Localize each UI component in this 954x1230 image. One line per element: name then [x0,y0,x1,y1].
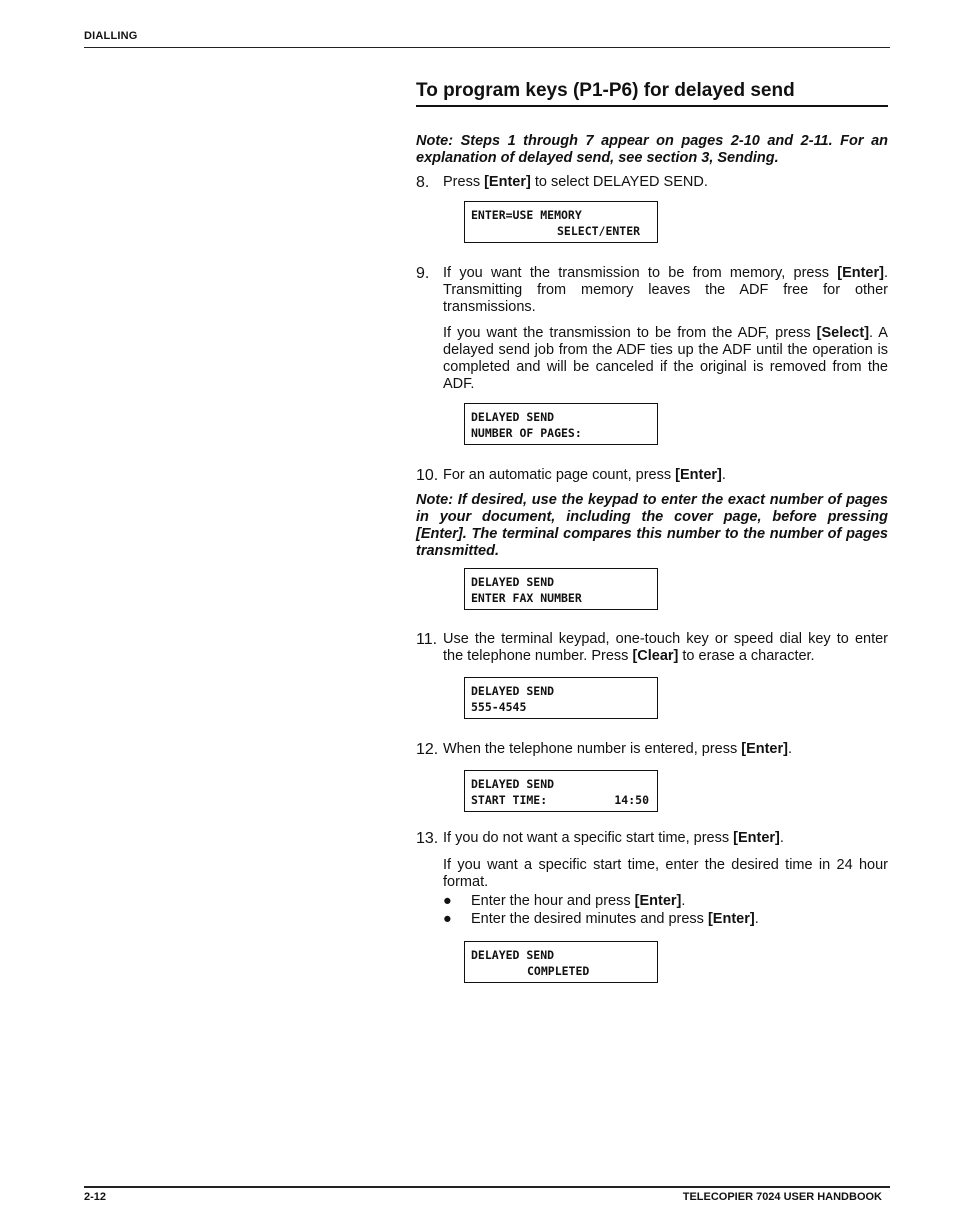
lcd-display [464,201,658,243]
step-text: Use the terminal keypad, one-touch key or speed dial key to enter the telephone number. Press [Clear] to erase a character. [443,631,888,664]
bullet-text: Enter the hour and press [Enter]. [471,893,686,909]
lcd-start-time: 14:50 [614,793,649,807]
step-13-alt: If you want a specific start time, enter the desired time in 24 hour format. [443,857,888,890]
lcd-display [464,568,658,610]
step-number: 11. [416,631,438,648]
header-rule [84,47,890,48]
lcd-line-2: START TIME: [471,793,548,807]
bullet-icon: ● [443,893,452,909]
lcd-display [464,941,658,983]
step-12 [416,741,888,759]
lcd-display [464,403,658,445]
book-title: TELECOPIER 7024 USER HANDBOOK [682,1191,882,1203]
list-item [443,910,888,928]
bullet-list [443,892,888,928]
lcd-line-1: DELAYED SEND [471,777,555,791]
step-number: 13. [416,830,439,847]
lcd-line-2: 555-4545 [471,700,527,714]
step-10 [416,467,888,485]
lcd-line-2: COMPLETED [527,964,590,978]
step-11 [416,631,888,665]
lcd-line-2: ENTER FAX NUMBER [471,591,582,605]
list-item [443,892,888,910]
main-content [416,80,888,983]
step-8 [416,174,888,192]
step-text: For an automatic page count, press [Enter]. [443,467,726,483]
footer-rule [84,1186,890,1188]
section-header: DIALLING [84,30,138,42]
step-9 [416,265,888,316]
bullet-icon: ● [443,911,452,927]
step-text: If you want the transmission to be from memory, press [Enter]. Transmitting from memory leaves the ADF free for other transmissions. [443,265,888,315]
note-page-count: Note: If desired, use the keypad to enter the exact number of pages in your document, including the cover page, before pressing [Enter]. The terminal compares this number to the number of pages transmitted. [416,492,888,559]
step-number: 12. [416,741,439,758]
lcd-display [464,770,658,812]
lcd-display [464,677,658,719]
lcd-line-1: DELAYED SEND [471,410,555,424]
step-text: If you do not want a specific start time, press [Enter]. [443,830,784,846]
step-text: Press [Enter] to select DELAYED SEND. [443,174,708,190]
bullet-text: Enter the desired minutes and press [Enter]. [471,911,759,927]
lcd-line-1: DELAYED SEND [471,948,555,962]
step-number: 8. [416,174,430,191]
step-number: 10. [416,467,439,484]
page-title: To program keys (P1-P6) for delayed send [416,80,888,107]
lcd-line-2: SELECT/ENTER [557,224,641,238]
step-number: 9. [416,265,430,282]
note-steps: Note: Steps 1 through 7 appear on pages 2-10 and 2-11. For an explanation of delayed send, see section 3, Sending. [416,133,888,166]
lcd-line-1: ENTER=USE MEMORY [471,208,582,222]
step-13 [416,830,888,848]
lcd-line-1: DELAYED SEND [471,575,555,589]
lcd-line-2: NUMBER OF PAGES: [471,426,582,440]
step-text: When the telephone number is entered, press [Enter]. [443,741,792,757]
page-number: 2-12 [84,1191,107,1203]
lcd-line-1: DELAYED SEND [471,684,555,698]
step-9-alt: If you want the transmission to be from the ADF, press [Select]. A delayed send job from the ADF ties up the ADF until the operation is completed and will be canceled if the original is removed from the ADF. [443,325,888,392]
